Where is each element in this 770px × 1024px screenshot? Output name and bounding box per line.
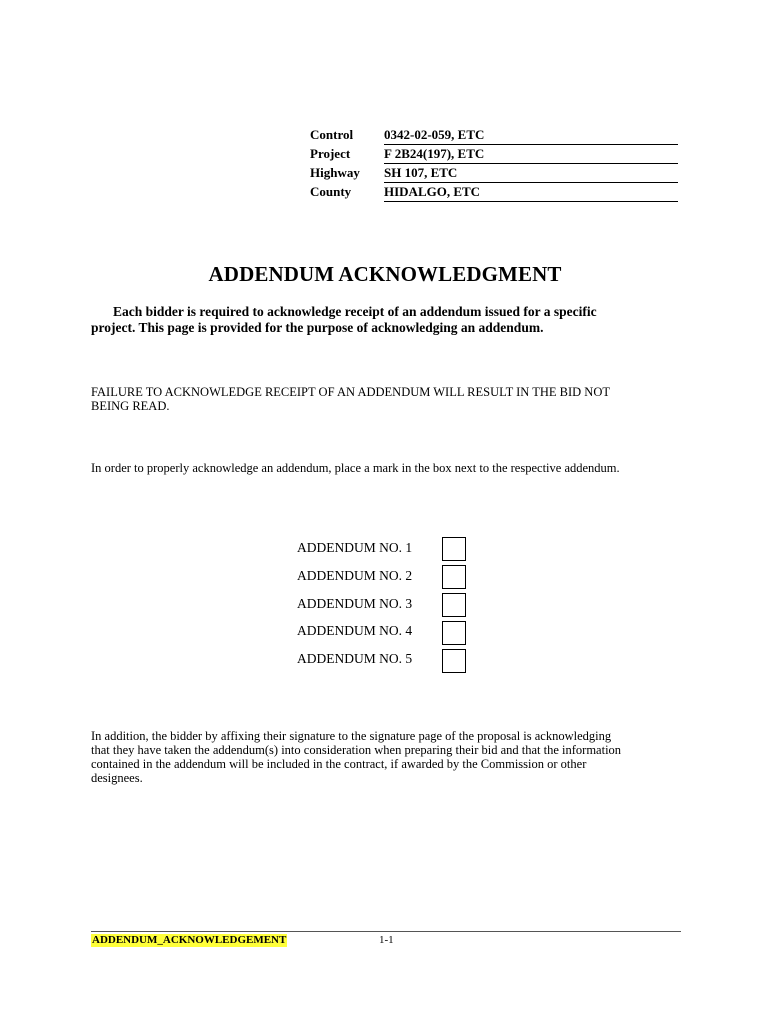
instruction-text: In order to properly acknowledge an addendum, place a mark in the box next to the respective addendum. <box>91 461 620 475</box>
county-label: County <box>310 184 352 199</box>
closing-line-1: In addition, the bidder by affixing their signature to the signature page of the proposal is acknowledging <box>91 729 612 743</box>
addendum-3-label: ADDENDUM NO. 3 <box>297 596 413 611</box>
warning-line-1: FAILURE TO ACKNOWLEDGE RECEIPT OF AN ADDENDUM WILL RESULT IN THE BID NOT <box>91 385 610 399</box>
closing-line-3: contained in the addendum will be included in the contract, if awarded by the Commission or other <box>91 757 587 771</box>
control-label: Control <box>310 127 354 142</box>
project-value: F 2B24(197), ETC <box>384 146 678 164</box>
addendum-2-label: ADDENDUM NO. 2 <box>297 568 413 583</box>
addendum-5-label: ADDENDUM NO. 5 <box>297 651 413 666</box>
addendum-2-checkbox[interactable] <box>442 565 466 589</box>
addendum-5-checkbox[interactable] <box>442 649 466 673</box>
intro-line-2: project. This page is provided for the purpose of acknowledging an addendum. <box>91 320 544 335</box>
closing-line-2: that they have taken the addendum(s) into consideration when preparing their bid and that the information <box>91 743 622 757</box>
warning-line-2: BEING READ. <box>91 399 170 413</box>
control-value: 0342-02-059, ETC <box>384 127 678 145</box>
addendum-3-checkbox[interactable] <box>442 593 466 617</box>
addendum-1-label: ADDENDUM NO. 1 <box>297 540 413 555</box>
project-label: Project <box>310 146 351 161</box>
closing-line-4: designees. <box>91 771 143 785</box>
county-value: HIDALGO, ETC <box>384 184 678 202</box>
addendum-4-label: ADDENDUM NO. 4 <box>297 623 413 638</box>
footer-divider <box>91 931 681 932</box>
footer-page-number: 1-1 <box>379 934 394 946</box>
highway-value: SH 107, ETC <box>384 165 678 183</box>
addendum-1-checkbox[interactable] <box>442 537 466 561</box>
intro-paragraph <box>91 304 681 336</box>
warning-paragraph <box>91 385 691 413</box>
closing-paragraph <box>91 729 691 785</box>
intro-line-1: Each bidder is required to acknowledge receipt of an addendum issued for a specific <box>113 304 597 319</box>
page-title: ADDENDUM ACKNOWLEDGMENT <box>208 262 562 286</box>
addendum-4-checkbox[interactable] <box>442 621 466 645</box>
footer-doc-name: ADDENDUM_ACKNOWLEDGEMENT <box>92 934 287 946</box>
highway-label: Highway <box>310 165 360 180</box>
